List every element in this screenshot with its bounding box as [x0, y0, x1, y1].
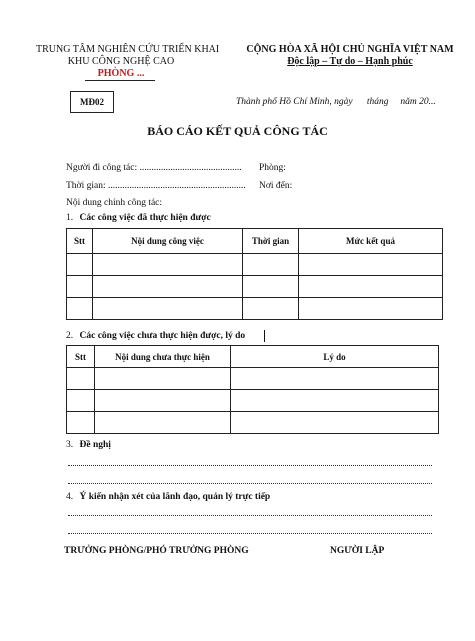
field-time[interactable]: Thời gian: ..........................................................	[66, 181, 246, 191]
section-1-heading	[66, 212, 211, 224]
org-name	[36, 44, 220, 80]
table-row	[67, 276, 443, 298]
section-4-heading	[66, 491, 270, 503]
table-cell[interactable]	[231, 412, 439, 434]
field-content[interactable]: Nội dung chính công tác:	[66, 198, 163, 208]
table-cell[interactable]	[299, 276, 443, 298]
proposal-line-2[interactable]	[68, 483, 432, 484]
section-3-heading	[66, 439, 111, 451]
table-row	[67, 412, 439, 434]
table-cell[interactable]	[95, 412, 231, 434]
table-cell[interactable]	[93, 254, 243, 276]
org-underline	[85, 80, 155, 81]
nation-line-1: CỘNG HÒA XÃ HỘI CHỦ NGHĨA VIỆT NAM	[246, 44, 454, 55]
section-2-number: 2.	[66, 331, 74, 341]
table-cell[interactable]	[95, 390, 231, 412]
signature-head-of-department: TRƯỞNG PHÒNG/PHÓ TRƯỞNG PHÒNG	[64, 546, 249, 556]
section-4-number: 4.	[66, 492, 74, 502]
text-cursor	[264, 330, 265, 342]
table-row	[67, 390, 439, 412]
completed-work-table	[66, 228, 443, 320]
table-cell[interactable]	[67, 254, 93, 276]
section-2-heading	[66, 330, 245, 342]
field-person[interactable]: Người đi công tác: ...........................................	[66, 163, 242, 173]
org-department: PHÒNG ...	[97, 68, 145, 79]
table-header-row	[67, 229, 443, 254]
table-cell[interactable]	[67, 390, 95, 412]
form-code: MĐ02	[80, 97, 104, 107]
org-line-2: KHU CÔNG NGHỆ CAO	[67, 56, 175, 67]
comment-line-2[interactable]	[68, 533, 432, 534]
table-cell[interactable]	[243, 254, 299, 276]
table-row	[67, 368, 439, 390]
org-line-1: TRUNG TÂM NGHIÊN CỨU TRIỂN KHAI	[36, 44, 220, 55]
table-row	[67, 298, 443, 320]
column-header: Lý do	[231, 346, 439, 368]
section-4-title: Ý kiến nhận xét của lãnh đạo, quản lý trực tiếp	[79, 492, 271, 502]
table-cell[interactable]	[243, 298, 299, 320]
table-cell[interactable]	[299, 254, 443, 276]
table-cell[interactable]	[231, 390, 439, 412]
signature-author: NGƯỜI LẬP	[330, 546, 385, 556]
unfinished-work-table	[66, 345, 439, 434]
section-2-title: Các công việc chưa thực hiện được, lý do	[79, 331, 246, 341]
table-cell[interactable]	[243, 276, 299, 298]
place-date: Thành phố Hồ Chí Minh, ngày tháng năm 20...	[236, 97, 436, 107]
column-header: Nội dung chưa thực hiện	[95, 346, 231, 368]
table-row	[67, 254, 443, 276]
table-cell[interactable]	[67, 412, 95, 434]
column-header: Mức kết quả	[299, 229, 443, 254]
column-header: Thời gian	[243, 229, 299, 254]
nation-line-2: Độc lập – Tự do – Hạnh phúc	[287, 56, 413, 67]
table-cell[interactable]	[231, 368, 439, 390]
proposal-line-1[interactable]	[68, 465, 432, 466]
table-cell[interactable]	[93, 298, 243, 320]
section-3-number: 3.	[66, 440, 74, 450]
table-cell[interactable]	[299, 298, 443, 320]
section-1-title: Các công việc đã thực hiện được	[79, 213, 211, 223]
column-header: Nội dung công việc	[93, 229, 243, 254]
form-code-box	[70, 91, 114, 113]
page-title: BÁO CÁO KẾT QUẢ CÔNG TÁC	[147, 124, 328, 138]
table-cell[interactable]	[67, 368, 95, 390]
column-header: Stt	[67, 229, 93, 254]
table-cell[interactable]	[95, 368, 231, 390]
table-cell[interactable]	[67, 298, 93, 320]
table-cell[interactable]	[93, 276, 243, 298]
field-department[interactable]: Phòng:	[259, 163, 286, 173]
field-destination[interactable]: Nơi đến:	[259, 181, 293, 191]
comment-line-1[interactable]	[68, 515, 432, 516]
national-motto	[240, 44, 460, 68]
column-header: Stt	[67, 346, 95, 368]
table-cell[interactable]	[67, 276, 93, 298]
table-header-row	[67, 346, 439, 368]
section-3-title: Đề nghị	[79, 440, 111, 450]
section-1-number: 1.	[66, 213, 74, 223]
